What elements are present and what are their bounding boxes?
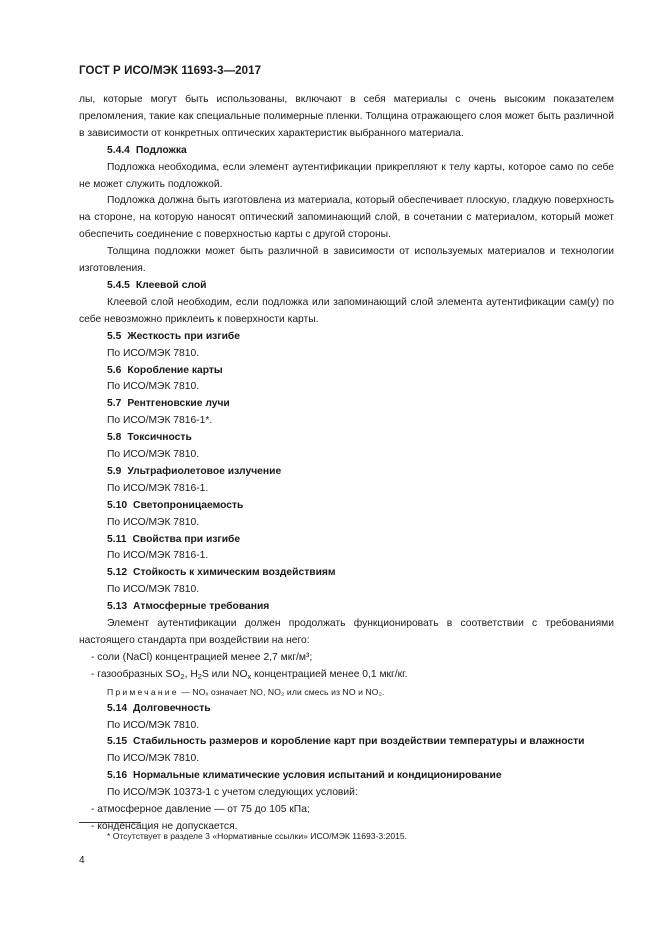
section-text: По ИСО/МЭК 7810. xyxy=(107,719,200,731)
section-title: Подложка xyxy=(135,144,187,156)
section-text: По ИСО/МЭК 7816-1. xyxy=(107,482,209,494)
section-title: Нормальные климатические условия испытаний и кондиционирование xyxy=(133,770,502,782)
list-item xyxy=(79,667,614,684)
list-text: - газообразных SO xyxy=(91,668,181,680)
section-heading xyxy=(79,565,614,582)
section-title: Рентгеновские лучи xyxy=(127,398,230,410)
paragraph: Подложка должна быть изготовлена из материала, который обеспечивает плоскую, гладкую поверхность на стороне, на которую наносят оптический запоминающий слой, в сочетании с материалом, который может обеспечить соединение с поверхностью карты с другой стороны. xyxy=(79,195,614,241)
section-number: 5.12 xyxy=(107,567,128,579)
footnote-divider xyxy=(79,822,141,823)
section-title: Атмосферные требования xyxy=(133,601,270,613)
footnote: * Отсутствует в разделе 3 «Нормативные ссылки» ИСО/МЭК 11693-3:2015. xyxy=(107,831,408,841)
section-heading xyxy=(79,396,614,413)
list-item: - конденсация не допускается. xyxy=(91,820,238,832)
paragraph: Толщина подложки может быть различной в зависимости от используемых материалов и технологии изготовления. xyxy=(79,246,614,275)
section-number: 5.4.4 xyxy=(107,144,130,156)
subscript: x xyxy=(247,671,252,681)
section-heading xyxy=(79,363,614,380)
section-number: 5.8 xyxy=(107,432,122,444)
section-number: 5.7 xyxy=(107,398,122,410)
section-number: 5.5 xyxy=(107,330,122,342)
section-title: Жесткость при изгибе xyxy=(127,330,240,342)
section-text: По ИСО/МЭК 7810. xyxy=(107,753,200,765)
section-title: Долговечность xyxy=(133,702,211,714)
paragraph: Подложка необходима, если элемент аутентификации прикрепляют к телу карты, которое само по себе не может служить подложкой. xyxy=(79,161,614,190)
section-title: Стабильность размеров и коробление карт при воздействии температуры и влажности xyxy=(133,736,585,748)
note-text: — NOₓ означает NO, NO₂ или смесь из NO и NO₂. xyxy=(178,686,385,697)
section-text: По ИСО/МЭК 7810. xyxy=(107,584,200,596)
page-number: 4 xyxy=(79,855,85,866)
subscript: 2 xyxy=(197,671,202,681)
section-number: 5.9 xyxy=(107,465,122,477)
section-heading xyxy=(79,734,614,751)
document-body xyxy=(79,92,614,836)
section-heading xyxy=(79,329,614,346)
section-title: Токсичность xyxy=(127,432,192,444)
section-heading xyxy=(79,768,614,785)
section-text: По ИСО/МЭК 7816-1*. xyxy=(107,415,213,427)
section-title: Клеевой слой xyxy=(135,279,207,291)
section-heading xyxy=(79,701,614,718)
section-heading xyxy=(79,143,614,160)
section-text: По ИСО/МЭК 10373-1 с учетом следующих условий: xyxy=(107,787,358,799)
section-number: 5.15 xyxy=(107,736,128,748)
subscript: 2 xyxy=(180,671,185,681)
note-label: Примечание xyxy=(107,686,179,697)
list-text: , H xyxy=(184,668,198,680)
section-number: 5.14 xyxy=(107,702,128,714)
section-title: Ультрафиолетовое излучение xyxy=(127,465,282,477)
section-heading xyxy=(79,430,614,447)
section-text: По ИСО/МЭК 7816-1. xyxy=(107,550,209,562)
section-heading xyxy=(79,464,614,481)
section-number: 5.4.5 xyxy=(107,279,130,291)
section-number: 5.6 xyxy=(107,364,122,376)
section-number: 5.13 xyxy=(107,601,128,613)
section-heading xyxy=(79,532,614,549)
section-heading xyxy=(79,599,614,616)
list-item: - соли (NaCl) концентрацией менее 2,7 мкг/м³; xyxy=(91,651,313,663)
section-title: Коробление карты xyxy=(127,364,223,376)
section-text: По ИСО/МЭК 7810. xyxy=(107,381,200,393)
list-item: - атмосферное давление — от 75 до 105 кПа; xyxy=(91,804,310,816)
section-title: Свойства при изгибе xyxy=(132,533,241,545)
section-text: По ИСО/МЭК 7810. xyxy=(107,449,200,461)
note xyxy=(79,684,614,701)
section-number: 5.10 xyxy=(107,499,128,511)
section-number: 5.11 xyxy=(107,533,127,545)
paragraph: Элемент аутентификации должен продолжать функционировать в соответствии с требованиями настоящего стандарта при воздействии на него: xyxy=(79,618,614,646)
section-title: Светопроницаемость xyxy=(133,499,244,511)
section-number: 5.16 xyxy=(107,770,128,782)
section-title: Стойкость к химическим воздействиям xyxy=(133,567,336,579)
section-heading xyxy=(79,278,614,295)
paragraph: Клеевой слой необходим, если подложка или запоминающий слой элемента аутентификации сам(у) по себе невозможно приклеить к поверхности карты. xyxy=(79,296,614,325)
document-header: ГОСТ Р ИСО/МЭК 11693-3—2017 xyxy=(79,65,262,77)
section-text: По ИСО/МЭК 7810. xyxy=(107,347,200,359)
list-text: концентрацией менее 0,1 мкг/кг. xyxy=(251,668,408,680)
section-heading xyxy=(79,498,614,515)
paragraph: лы, которые могут быть использованы, включают в себя материалы с очень высоким показателем преломления, такие как специальные полимерные пленки. Толщина отражающего слоя может быть различной в зависимости от конкретных оптических характеристик выбранного материала. xyxy=(79,94,614,139)
section-text: По ИСО/МЭК 7810. xyxy=(107,516,200,528)
list-text: S или NO xyxy=(201,668,248,680)
